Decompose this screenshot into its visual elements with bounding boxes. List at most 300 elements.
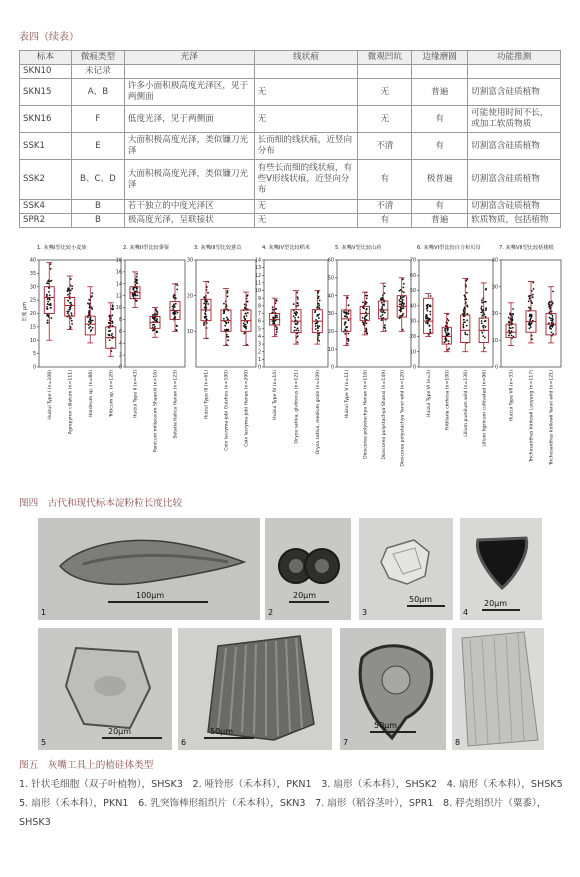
data-point <box>426 314 428 316</box>
cell-function: 切割富含硅质植物 <box>468 133 561 160</box>
cell-specimen: SPR2 <box>20 214 72 228</box>
data-point <box>509 333 511 335</box>
data-point <box>512 308 514 310</box>
data-point <box>430 306 432 308</box>
category-label: Coix lacryma-jobi Henan (n=200) <box>244 370 250 447</box>
data-point <box>530 323 532 325</box>
data-point <box>365 311 367 313</box>
data-point <box>295 323 297 325</box>
data-point <box>430 295 432 297</box>
data-point <box>156 318 158 320</box>
data-point <box>380 315 382 317</box>
data-point <box>205 302 207 304</box>
cell-pits: 不清 <box>358 133 412 160</box>
data-point <box>272 306 274 308</box>
data-point <box>154 326 156 328</box>
data-point <box>482 335 484 337</box>
data-point <box>205 314 207 316</box>
data-point <box>176 325 178 327</box>
data-point <box>347 297 349 299</box>
data-point <box>297 328 299 330</box>
y-tick-label: 0 <box>118 365 122 371</box>
y-tick-label: 20 <box>327 329 334 335</box>
data-point <box>444 338 446 340</box>
data-point <box>549 317 551 319</box>
scale-label: 20μm <box>484 599 508 608</box>
category-label: Agropyron ciliatum (n=111) <box>68 370 74 435</box>
y-tick-label: 30 <box>409 319 416 325</box>
data-point <box>529 328 531 330</box>
data-point <box>512 319 514 321</box>
data-point <box>243 322 245 324</box>
y-tick-label: 5 <box>257 327 261 333</box>
header-wear-type: 微痕类型 <box>71 51 124 65</box>
panel-number: 2 <box>268 608 274 617</box>
cell-wear-type: B <box>71 214 124 228</box>
data-point <box>346 313 348 315</box>
header-striations: 线状痕 <box>254 51 358 65</box>
data-point <box>444 330 446 332</box>
micrograph-3 <box>359 518 453 620</box>
data-point <box>276 327 278 329</box>
cell-wear-type: A、B <box>71 79 124 106</box>
micrograph-8 <box>452 628 544 750</box>
cell-function: 切割富含硅质植物 <box>468 160 561 200</box>
data-point <box>402 296 404 298</box>
data-point <box>246 321 248 323</box>
data-point <box>293 303 295 305</box>
data-point <box>548 304 550 306</box>
data-point <box>532 294 534 296</box>
cell-polish: 许多小面积极高度光泽区，见于两侧面 <box>124 79 254 106</box>
data-point <box>223 312 225 314</box>
data-point <box>532 282 534 284</box>
data-point <box>481 300 483 302</box>
data-point <box>366 322 368 324</box>
data-point <box>176 289 178 291</box>
data-point <box>67 289 69 291</box>
data-point <box>112 308 114 310</box>
data-point <box>550 320 552 322</box>
cell-polish: 低度光泽，见于两侧面 <box>124 106 254 133</box>
data-point <box>403 291 405 293</box>
data-point <box>384 324 386 326</box>
data-point <box>226 292 228 294</box>
header-polish: 光泽 <box>124 51 254 65</box>
data-point <box>467 313 469 315</box>
y-tick-label: 40 <box>29 258 36 264</box>
category-label: Huizui Type I (n=108) <box>47 370 53 420</box>
data-point <box>366 302 368 304</box>
category-label: Dioscorea polystachya Yanxi wild (n=120) <box>400 370 406 467</box>
category-label: Coix lacryma-jobi Guizhou (n=100) <box>224 370 230 451</box>
data-point <box>174 306 176 308</box>
y-tick-label: 6 <box>257 319 261 325</box>
data-point <box>293 315 295 317</box>
cell-edge-rounding <box>412 65 468 79</box>
data-point <box>347 343 349 345</box>
data-point <box>448 334 450 336</box>
data-point <box>47 298 49 300</box>
y-tick-label: 10 <box>254 289 261 295</box>
cell-pits: 无 <box>358 106 412 133</box>
data-point <box>384 312 386 314</box>
category-label: Trichosanthes kirilowii Luoyang (n=117) <box>529 370 535 463</box>
y-tick-label: 1 <box>257 357 261 363</box>
scale-label: 20μm <box>108 727 132 736</box>
data-point <box>66 310 68 312</box>
cell-specimen: SKN16 <box>20 106 72 133</box>
data-point <box>463 319 465 321</box>
cell-striations: 无 <box>254 200 358 214</box>
data-point <box>243 333 245 335</box>
scale-label: 20μm <box>293 591 317 600</box>
data-point <box>511 335 513 337</box>
data-point <box>348 319 350 321</box>
data-point <box>512 313 514 315</box>
data-point <box>294 326 296 328</box>
cell-pits: 不清 <box>358 200 412 214</box>
data-point <box>381 319 383 321</box>
data-point <box>50 317 52 319</box>
data-point <box>530 315 532 317</box>
data-point <box>481 305 483 307</box>
data-point <box>462 325 464 327</box>
panel-number: 5 <box>41 738 47 747</box>
y-tick-label: 20 <box>409 335 416 341</box>
data-point <box>137 295 139 297</box>
data-point <box>71 323 73 325</box>
data-point <box>297 341 299 343</box>
category-label: Trichosanthes kirilowii Yanxi wild (n=121) <box>549 370 555 466</box>
data-point <box>343 311 345 313</box>
cell-function <box>468 65 561 79</box>
data-point <box>344 324 346 326</box>
data-point <box>381 302 383 304</box>
data-point <box>67 312 69 314</box>
data-point <box>533 288 535 290</box>
data-point <box>226 316 228 318</box>
panel-number: 1 <box>41 608 47 617</box>
data-point <box>296 292 298 294</box>
category-label: Fritillaria cirrhosa (n=100) <box>445 370 451 431</box>
data-point <box>273 317 275 319</box>
y-tick-label: 8 <box>118 318 122 324</box>
data-point <box>443 341 445 343</box>
data-point <box>447 330 449 332</box>
data-point <box>399 303 401 305</box>
data-point <box>347 333 349 335</box>
data-point <box>111 314 113 316</box>
data-point <box>48 291 50 293</box>
data-point <box>317 325 319 327</box>
data-point <box>67 300 69 302</box>
data-point <box>345 326 347 328</box>
data-point <box>512 327 514 329</box>
data-point <box>316 315 318 317</box>
y-tick-label: 0 <box>330 365 334 371</box>
data-point <box>463 313 465 315</box>
header-function: 功能推测 <box>468 51 561 65</box>
data-point <box>136 282 138 284</box>
y-tick-label: 60 <box>409 273 416 279</box>
cell-specimen: SKN10 <box>20 65 72 79</box>
data-point <box>177 312 179 314</box>
data-point <box>46 306 48 308</box>
data-point <box>92 327 94 329</box>
scale-label: 50μm <box>409 595 433 604</box>
data-point <box>297 316 299 318</box>
data-point <box>380 311 382 313</box>
data-point <box>245 328 247 330</box>
data-point <box>50 303 52 305</box>
y-tick-label: 5 <box>32 352 36 358</box>
data-point <box>132 295 134 297</box>
data-point <box>466 319 468 321</box>
data-point <box>46 308 48 310</box>
data-point <box>551 322 553 324</box>
data-point <box>297 322 299 324</box>
data-point <box>484 337 486 339</box>
y-tick-label: 30 <box>29 285 36 291</box>
cell-polish <box>124 65 254 79</box>
category-label: Dioscorea polystachya Henan (n=116) <box>363 370 369 459</box>
data-point <box>227 318 229 320</box>
data-point <box>466 334 468 336</box>
data-point <box>157 313 159 315</box>
data-point <box>314 310 316 312</box>
data-point <box>109 315 111 317</box>
panel-number: 3 <box>362 608 368 617</box>
data-point <box>344 322 346 324</box>
data-point <box>485 301 487 303</box>
data-point <box>552 319 554 321</box>
micrograph-5 <box>38 628 172 750</box>
scale-label: 100μm <box>136 591 165 600</box>
data-point <box>244 326 246 328</box>
data-point <box>295 329 297 331</box>
data-point <box>485 307 487 309</box>
data-point <box>552 291 554 293</box>
data-point <box>136 290 138 292</box>
y-tick-label: 9 <box>257 296 261 302</box>
cell-striations <box>254 65 358 79</box>
y-tick-label: 10 <box>186 329 193 335</box>
y-tick-label: 8 <box>257 304 261 310</box>
table-row <box>20 200 561 214</box>
data-point <box>112 322 114 324</box>
data-point <box>402 299 404 301</box>
figure-4-caption: 图四 古代和现代标本淀粉粒长度比较 <box>19 498 183 509</box>
data-point <box>275 334 277 336</box>
data-point <box>362 317 364 319</box>
cell-striations: 无 <box>254 106 358 133</box>
data-point <box>134 293 136 295</box>
y-tick-label: 40 <box>327 294 334 300</box>
y-tick-label: 6 <box>118 329 122 335</box>
y-tick-label: 10 <box>115 306 122 312</box>
data-point <box>429 331 431 333</box>
y-tick-label: 20 <box>186 294 193 300</box>
data-point <box>46 322 48 324</box>
data-point <box>319 300 321 302</box>
data-point <box>244 304 246 306</box>
category-label: Lilium pumilum wild (n=136) <box>463 370 469 437</box>
data-point <box>429 324 431 326</box>
panel-number: 8 <box>455 738 461 747</box>
table-header-row <box>20 51 561 65</box>
data-point <box>528 300 530 302</box>
data-point <box>135 300 137 302</box>
data-point <box>87 303 89 305</box>
header-pits: 微观凹坑 <box>358 51 412 65</box>
data-point <box>483 327 485 329</box>
data-point <box>348 312 350 314</box>
data-point <box>203 324 205 326</box>
data-point <box>485 309 487 311</box>
cell-striations: 有些长而细的线状痕，有些V形线状痕，近竖向分布 <box>254 160 358 200</box>
data-point <box>429 329 431 331</box>
category-label: Huizui Type VII (n=33) <box>509 370 515 422</box>
data-point <box>481 320 483 322</box>
data-point <box>245 326 247 328</box>
data-point <box>430 314 432 316</box>
data-point <box>70 302 72 304</box>
data-point <box>207 292 209 294</box>
data-point <box>177 284 179 286</box>
data-point <box>317 327 319 329</box>
y-tick-label: 40 <box>409 304 416 310</box>
micrograph-6 <box>178 628 332 750</box>
data-point <box>366 333 368 335</box>
y-tick-label: 3 <box>257 342 261 348</box>
table-row <box>20 214 561 228</box>
panel-number: 4 <box>463 608 469 617</box>
cell-wear-type: F <box>71 106 124 133</box>
data-point <box>401 308 403 310</box>
chart-title: 2. 灰嘴II型比较黍粟 <box>123 245 169 251</box>
data-point <box>381 306 383 308</box>
data-point <box>203 321 205 323</box>
data-point <box>366 314 368 316</box>
category-label: Oryza sativa, medium grain (n=109) <box>315 370 321 455</box>
data-point <box>425 318 427 320</box>
data-point <box>91 295 93 297</box>
figure-5-caption: 图五 灰嘴工具上的植硅体类型 <box>19 760 154 771</box>
y-tick-label: 0 <box>412 365 416 371</box>
data-point <box>246 295 248 297</box>
cell-function: 可能使用时间不长，或加工软质物质 <box>468 106 561 133</box>
data-point <box>315 319 317 321</box>
data-point <box>508 335 510 337</box>
data-point <box>447 349 449 351</box>
cell-edge-rounding: 有 <box>412 106 468 133</box>
cell-edge-rounding: 有 <box>412 200 468 214</box>
category-label: Lilium tigrinum cultivated (n=96) <box>482 370 488 447</box>
cell-edge-rounding: 极普遍 <box>412 160 468 200</box>
y-tick-label: 7 <box>257 312 261 318</box>
data-point <box>464 332 466 334</box>
data-point <box>318 340 320 342</box>
y-tick-label: 0 <box>494 365 498 371</box>
data-point <box>511 316 513 318</box>
data-point <box>297 302 299 304</box>
data-point <box>50 263 52 265</box>
data-point <box>401 315 403 317</box>
data-point <box>480 312 482 314</box>
data-point <box>348 304 350 306</box>
y-tick-label: 20 <box>29 312 36 318</box>
data-point <box>381 308 383 310</box>
data-point <box>227 290 229 292</box>
data-point <box>133 289 135 291</box>
cell-polish: 若干独立的中度光泽区 <box>124 200 254 214</box>
cell-edge-rounding: 普遍 <box>412 79 468 106</box>
micrograph-2 <box>265 518 351 620</box>
data-point <box>154 318 156 320</box>
data-point <box>227 322 229 324</box>
data-point <box>466 292 468 294</box>
data-point <box>297 335 299 337</box>
data-point <box>88 299 90 301</box>
data-point <box>532 296 534 298</box>
data-point <box>400 311 402 313</box>
data-point <box>49 299 51 301</box>
category-label: Oryza sativa, glutinous (n=121) <box>294 370 300 444</box>
y-tick-label: 0 <box>32 365 36 371</box>
data-point <box>462 324 464 326</box>
data-point <box>319 325 321 327</box>
data-point <box>529 297 531 299</box>
data-point <box>485 326 487 328</box>
usewear-table <box>19 50 561 228</box>
data-point <box>315 328 317 330</box>
data-point <box>88 327 90 329</box>
cell-striations: 无 <box>254 79 358 106</box>
y-tick-label: 2 <box>257 350 261 356</box>
table-row <box>20 79 561 106</box>
micrograph-7 <box>340 628 446 750</box>
data-point <box>69 298 71 300</box>
data-point <box>384 327 386 329</box>
data-point <box>108 322 110 324</box>
data-point <box>71 285 73 287</box>
data-point <box>319 307 321 309</box>
data-point <box>244 318 246 320</box>
data-point <box>136 276 138 278</box>
cell-striations: 无 <box>254 214 358 228</box>
data-point <box>245 324 247 326</box>
data-point <box>276 331 278 333</box>
category-label: Hordeum sp. (n=88) <box>88 370 94 418</box>
category-label: Huizui Type V (n=11) <box>344 370 350 419</box>
data-point <box>46 294 48 296</box>
data-point <box>466 280 468 282</box>
data-point <box>175 303 177 305</box>
data-point <box>529 295 531 297</box>
data-point <box>153 324 155 326</box>
category-label: Huizui Type VI (n=3) <box>426 370 432 417</box>
data-point <box>465 333 467 335</box>
cell-striations: 长而细的线状痕，近竖向分布 <box>254 133 358 160</box>
y-tick-label: 10 <box>327 347 334 353</box>
data-point <box>205 307 207 309</box>
data-point <box>384 285 386 287</box>
y-tick-label: 15 <box>29 325 36 331</box>
cell-function: 切割富含硅质植物 <box>468 200 561 214</box>
category-label: Dioscorea polystachya Shanxi (n=149) <box>381 370 387 460</box>
data-point <box>176 329 178 331</box>
